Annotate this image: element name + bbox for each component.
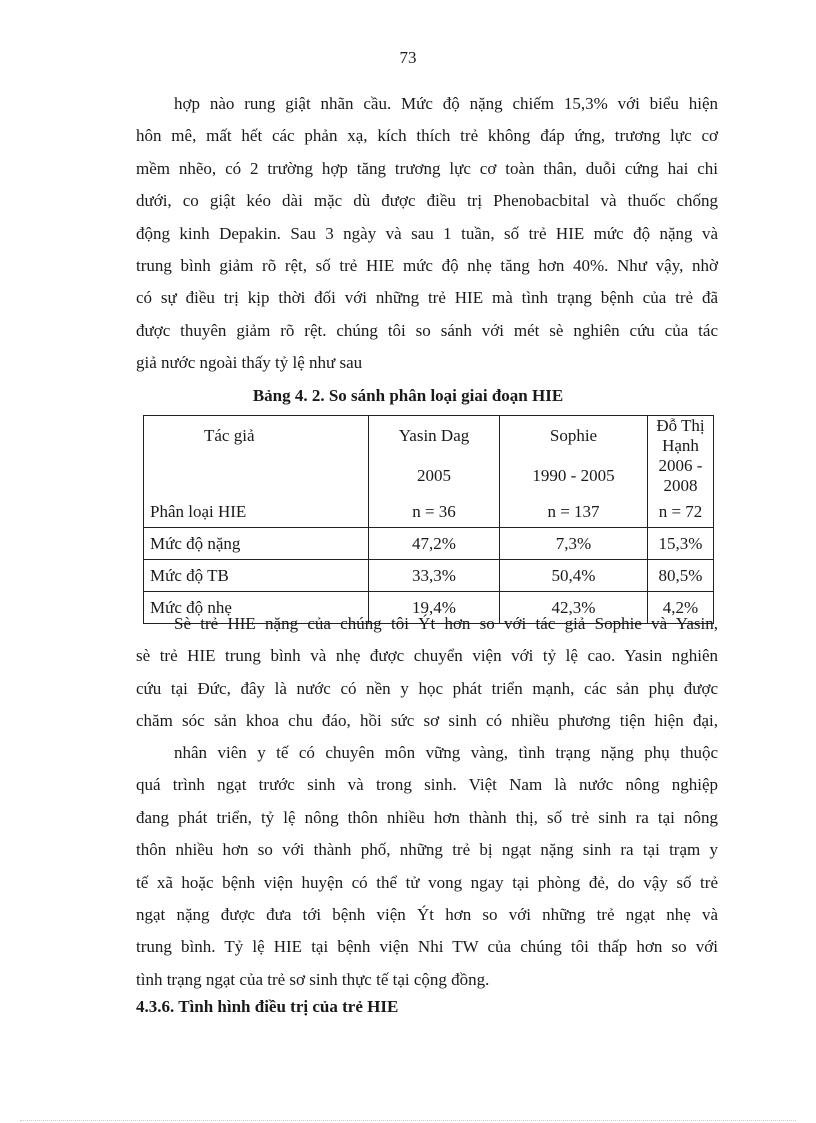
text-line: động kinh Depakin. Sau 3 ngày và sau 1 tuần, số trẻ HIE mức độ nặng và [136,223,718,243]
text-line: được thuyên giảm rõ rệt. chúng tôi so sánh với mét sè nghiên cứu của tác [136,320,718,340]
author-sample-size: n = 36 [369,496,500,528]
text-line: quá trình ngạt trước sinh và trong sinh. Việt Nam là nước nông nghiệp [136,775,718,795]
author-years: 2006 - 2008 [648,456,714,496]
table-header-row [144,496,714,528]
cell-value: 80,5% [648,560,714,592]
cell-value: 50,4% [500,560,648,592]
text-line: sè trẻ HIE trung bình và nhẹ được chuyển viện với tỷ lệ cao. Yasin nghiên [136,646,718,666]
table-header-row [144,416,714,457]
cell-value: 19,4% [369,592,500,624]
row-label: Mức độ nhẹ [144,592,369,624]
table-row [144,528,714,560]
cell-value: 4,2% [648,592,714,624]
cell-value: 33,3% [369,560,500,592]
text-line: có sự điều trị kịp thời đối với những trẻ HIE mà tình trạng bệnh của trẻ đã [136,288,718,308]
paragraph-discussion [136,737,718,996]
text-line: thôn nhiều hơn so với thành phố, những trẻ bị ngạt nặng sinh ra tại trạm y [136,840,718,860]
table-caption: Bảng 4. 2. So sánh phân loại giai đoạn HIE [252,386,564,405]
row-label: Mức độ nặng [144,528,369,560]
header-author-label: Tác giả [144,416,369,457]
text-line: tình trạng ngạt của trẻ sơ sinh thực tế tại cộng đồng. [136,969,490,989]
text-line: trung bình. Tỷ lệ HIE tại bệnh viện Nhi TW của chúng tôi thấp hơn so với [136,937,718,957]
author-sample-size: n = 137 [500,496,648,528]
text-line: hợp nào rung giật nhãn cầu. Mức độ nặng chiếm 15,3% với biểu hiện [174,94,718,113]
author-name: Đỗ Thị Hạnh [648,416,714,457]
text-line: nhân viên y tế có chuyên môn vững vàng, tình trạng nặng phụ thuộc [174,743,718,762]
text-line: hôn mê, mất hết các phản xạ, kích thích trẻ không đáp ứng, trương lực cơ [136,126,718,146]
text-line: dưới, co giật kéo dài mặc dù được điều trị Phenobacbital và thuốc chống [136,191,718,211]
comparison-table [143,415,714,624]
author-name: Sophie [500,416,648,457]
text-line: đang phát triển, tỷ lệ nông thôn nhiều hơn thành thị, số trẻ sinh ra tại nông [136,807,718,827]
table-header-row [144,456,714,496]
text-line: mềm nhẽo, có 2 trường hợp tăng trương lực cơ toàn thân, duỗi cứng hai chi [136,158,718,178]
text-line: ngạt nặng được đưa tới bệnh viện Ýt hơn so với những trẻ ngạt nhẹ và [136,905,718,925]
text-line: tế xã hoặc bệnh viện huyện có thể tử vong ngay tại phòng đẻ, do vậy số trẻ [136,872,718,892]
cell-value: 15,3% [648,528,714,560]
text-line: Sè trẻ HIE nặng của chúng tôi Ýt hơn so với tác giả Sophie và Yasin, [174,614,718,633]
page-footer-divider [20,1120,796,1121]
table-row [144,560,714,592]
author-name: Yasin Dag [369,416,500,457]
text-line: cứu tại Đức, đây là nước có nền y học phát triển mạnh, các sản phụ được [136,678,718,698]
author-sample-size: n = 72 [648,496,714,528]
paragraph-comparison [136,608,718,738]
header-spacer [144,456,369,496]
cell-value: 7,3% [500,528,648,560]
author-years: 2005 [369,456,500,496]
page-number: 73 [399,48,417,67]
section-heading: 4.3.6. Tình hình điều trị của trẻ HIE [136,997,399,1016]
author-years: 1990 - 2005 [500,456,648,496]
text-line: trung bình giảm rõ rệt, số trẻ HIE mức độ nhẹ tăng hơn 40%. Như vậy, nhờ [136,256,718,276]
paragraph-intro [136,88,718,380]
header-classification-label: Phân loại HIE [144,496,369,528]
text-line: giả nước ngoài thấy tỷ lệ như sau [136,353,363,373]
row-label: Mức độ TB [144,560,369,592]
cell-value: 42,3% [500,592,648,624]
cell-value: 47,2% [369,528,500,560]
text-line: chăm sóc sản khoa chu đáo, hồi sức sơ sinh có nhiều phương tiện hiện đại, [136,711,718,731]
